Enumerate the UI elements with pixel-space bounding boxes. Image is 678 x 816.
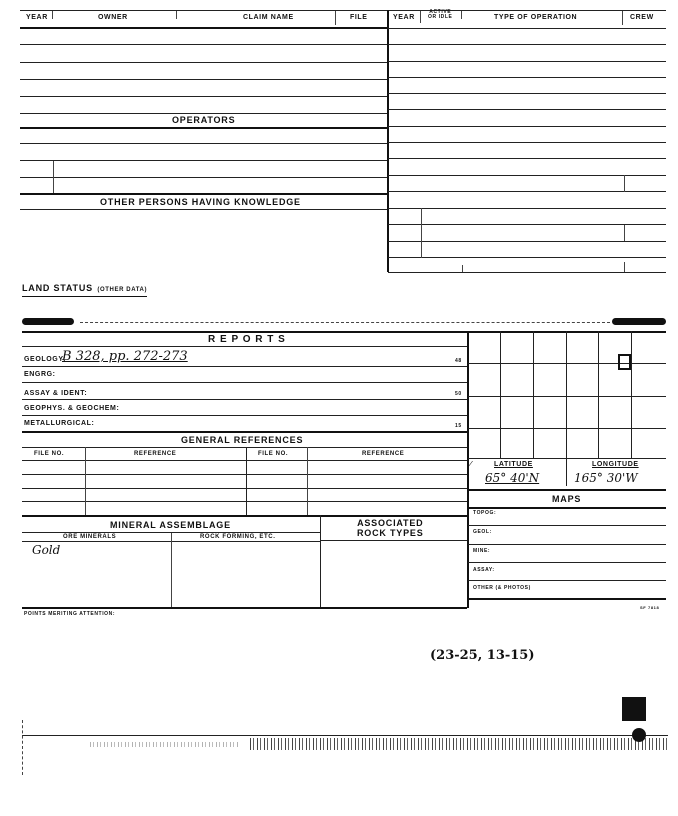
row-line (388, 109, 666, 110)
ore-minerals-header: ORE MINERALS (63, 534, 117, 540)
header-year: YEAR (26, 14, 48, 21)
center-divider (387, 10, 389, 272)
row-line (22, 366, 467, 367)
row-line (388, 272, 666, 273)
row-line (22, 488, 467, 489)
divider (20, 27, 387, 29)
divider (52, 11, 53, 19)
map-label-other: OTHER (& PHOTOS) (473, 585, 531, 591)
land-status-subtitle: (OTHER DATA) (97, 287, 148, 293)
row-line (388, 208, 666, 209)
row-line (388, 77, 666, 78)
location-marker (618, 354, 631, 370)
associated-rock-types-title (357, 518, 424, 538)
map-label-mine: MINE: (473, 548, 491, 554)
divider (320, 540, 467, 541)
row-line (468, 562, 666, 563)
row-line (20, 177, 387, 178)
lat-mark-icon: ⁄ (470, 460, 472, 469)
row-line (20, 62, 387, 63)
row-line (388, 44, 666, 45)
row-line (22, 399, 467, 400)
row-line (22, 501, 467, 502)
map-label-topog: TOPOG: (473, 510, 497, 516)
divider (85, 447, 86, 515)
row-line (468, 544, 666, 545)
row-line (20, 113, 387, 114)
row-line (388, 126, 666, 127)
header-type-of-operation: TYPE OF OPERATION (494, 14, 578, 21)
associated-title-line2: ROCK TYPES (357, 528, 424, 538)
grid-line (566, 331, 567, 458)
header-year-right: YEAR (393, 14, 415, 21)
divider (624, 225, 625, 241)
report-label-assay: ASSAY & IDENT: (24, 390, 88, 397)
row-line (20, 193, 387, 195)
ore-minerals-value: Gold (32, 543, 61, 557)
scan-noise (250, 738, 668, 750)
header-active-or-idle (428, 10, 452, 20)
report-number-geology: 48 (455, 358, 462, 364)
divider (566, 458, 567, 486)
grid-line (468, 396, 666, 397)
divider (20, 10, 666, 11)
divider (461, 11, 462, 19)
latitude-value: 65° 40'N (485, 471, 540, 485)
row-line (388, 93, 666, 94)
row-line (388, 257, 666, 258)
divider (622, 11, 623, 25)
report-label-geology: GEOLOGY: (24, 356, 67, 363)
divider (335, 11, 336, 25)
land-status-title: LAND STATUS (22, 283, 93, 293)
divider (462, 265, 463, 272)
redaction-mark (22, 318, 74, 325)
registration-mark (622, 697, 646, 721)
redaction-mark (612, 318, 666, 325)
report-label-geophys: GEOPHYS. & GEOCHEM: (24, 405, 120, 412)
grid-line (631, 331, 632, 458)
divider (468, 489, 666, 491)
report-label-engrg: ENGRG: (24, 371, 56, 378)
row-line (388, 241, 666, 242)
longitude-label: LONGITUDE (592, 461, 639, 468)
row-line (468, 525, 666, 526)
longitude-value: 165° 30'W (574, 471, 638, 485)
map-label-assay: ASSAY: (473, 567, 495, 573)
row-line (22, 382, 467, 383)
report-value-geology: B 328, pp. 272-273 (62, 349, 188, 364)
report-number-assay: 50 (455, 391, 462, 397)
divider (22, 331, 666, 333)
divider (22, 346, 467, 347)
grid-line (598, 331, 599, 458)
handwritten-coordinates: (23-25, 13-15) (430, 648, 535, 663)
mineral-assemblage-title: MINERAL ASSEMBLAGE (110, 520, 231, 530)
latitude-label: LATITUDE (494, 461, 533, 468)
divider (388, 28, 666, 29)
divider (307, 447, 308, 515)
divider (320, 515, 321, 607)
divider (22, 447, 467, 448)
row-line (468, 580, 666, 581)
divider (468, 598, 666, 600)
header-active-line1: ACTIVE (429, 9, 452, 15)
divider (176, 11, 177, 19)
grid-line (468, 363, 666, 364)
header-crew: CREW (630, 14, 654, 21)
divider (22, 515, 467, 517)
row-line (20, 143, 387, 144)
ref-header-reference-1: REFERENCE (134, 451, 177, 457)
divider (624, 175, 625, 192)
row-line (388, 142, 666, 143)
scan-noise (90, 742, 240, 747)
points-meriting-attention-label: POINTS MERITING ATTENTION: (24, 611, 116, 617)
grid-line (468, 458, 666, 459)
header-claim-name: CLAIM NAME (243, 14, 294, 21)
header-owner: OWNER (98, 14, 128, 21)
divider (80, 322, 610, 323)
row-line (20, 96, 387, 97)
row-line (22, 460, 467, 461)
divider (22, 720, 23, 775)
form-number: SF 7818 (640, 605, 660, 610)
maps-title: MAPS (552, 494, 582, 504)
report-number-metallurgical: 15 (455, 423, 462, 429)
divider (171, 533, 172, 607)
header-active-line2: OR IDLE (428, 14, 453, 20)
report-label-metallurgical: METALLURGICAL: (24, 420, 95, 427)
divider (467, 331, 472, 608)
grid-line (533, 331, 534, 458)
land-status-heading (22, 278, 147, 297)
ref-header-file-no-2: FILE NO. (258, 451, 289, 457)
row-line (388, 61, 666, 62)
general-references-title: GENERAL REFERENCES (181, 435, 304, 445)
divider (246, 447, 247, 515)
row-line (20, 160, 387, 161)
row-line (20, 44, 387, 45)
registration-dot (632, 728, 646, 742)
divider (624, 262, 625, 272)
row-line (22, 474, 467, 475)
operators-title: OPERATORS (172, 115, 236, 125)
rock-forming-header: ROCK FORMING, ETC. (200, 534, 276, 540)
grid-line (468, 428, 666, 429)
ref-header-reference-2: REFERENCE (362, 451, 405, 457)
header-file: FILE (350, 14, 368, 21)
row-line (388, 158, 666, 159)
divider (420, 11, 421, 23)
divider (20, 127, 387, 129)
other-persons-title: OTHER PERSONS HAVING KNOWLEDGE (100, 197, 301, 207)
divider (53, 161, 54, 193)
divider (20, 209, 387, 210)
row-line (20, 79, 387, 80)
map-label-geol: GEOL: (473, 529, 492, 535)
grid-line (500, 331, 501, 458)
divider (22, 735, 668, 736)
reports-title: R E P O R T S (208, 334, 286, 345)
divider (22, 607, 467, 609)
associated-title-line1: ASSOCIATED (357, 518, 424, 528)
divider (421, 208, 422, 258)
divider (468, 507, 666, 509)
ref-header-file-no-1: FILE NO. (34, 451, 65, 457)
divider (22, 431, 467, 433)
row-line (22, 415, 467, 416)
